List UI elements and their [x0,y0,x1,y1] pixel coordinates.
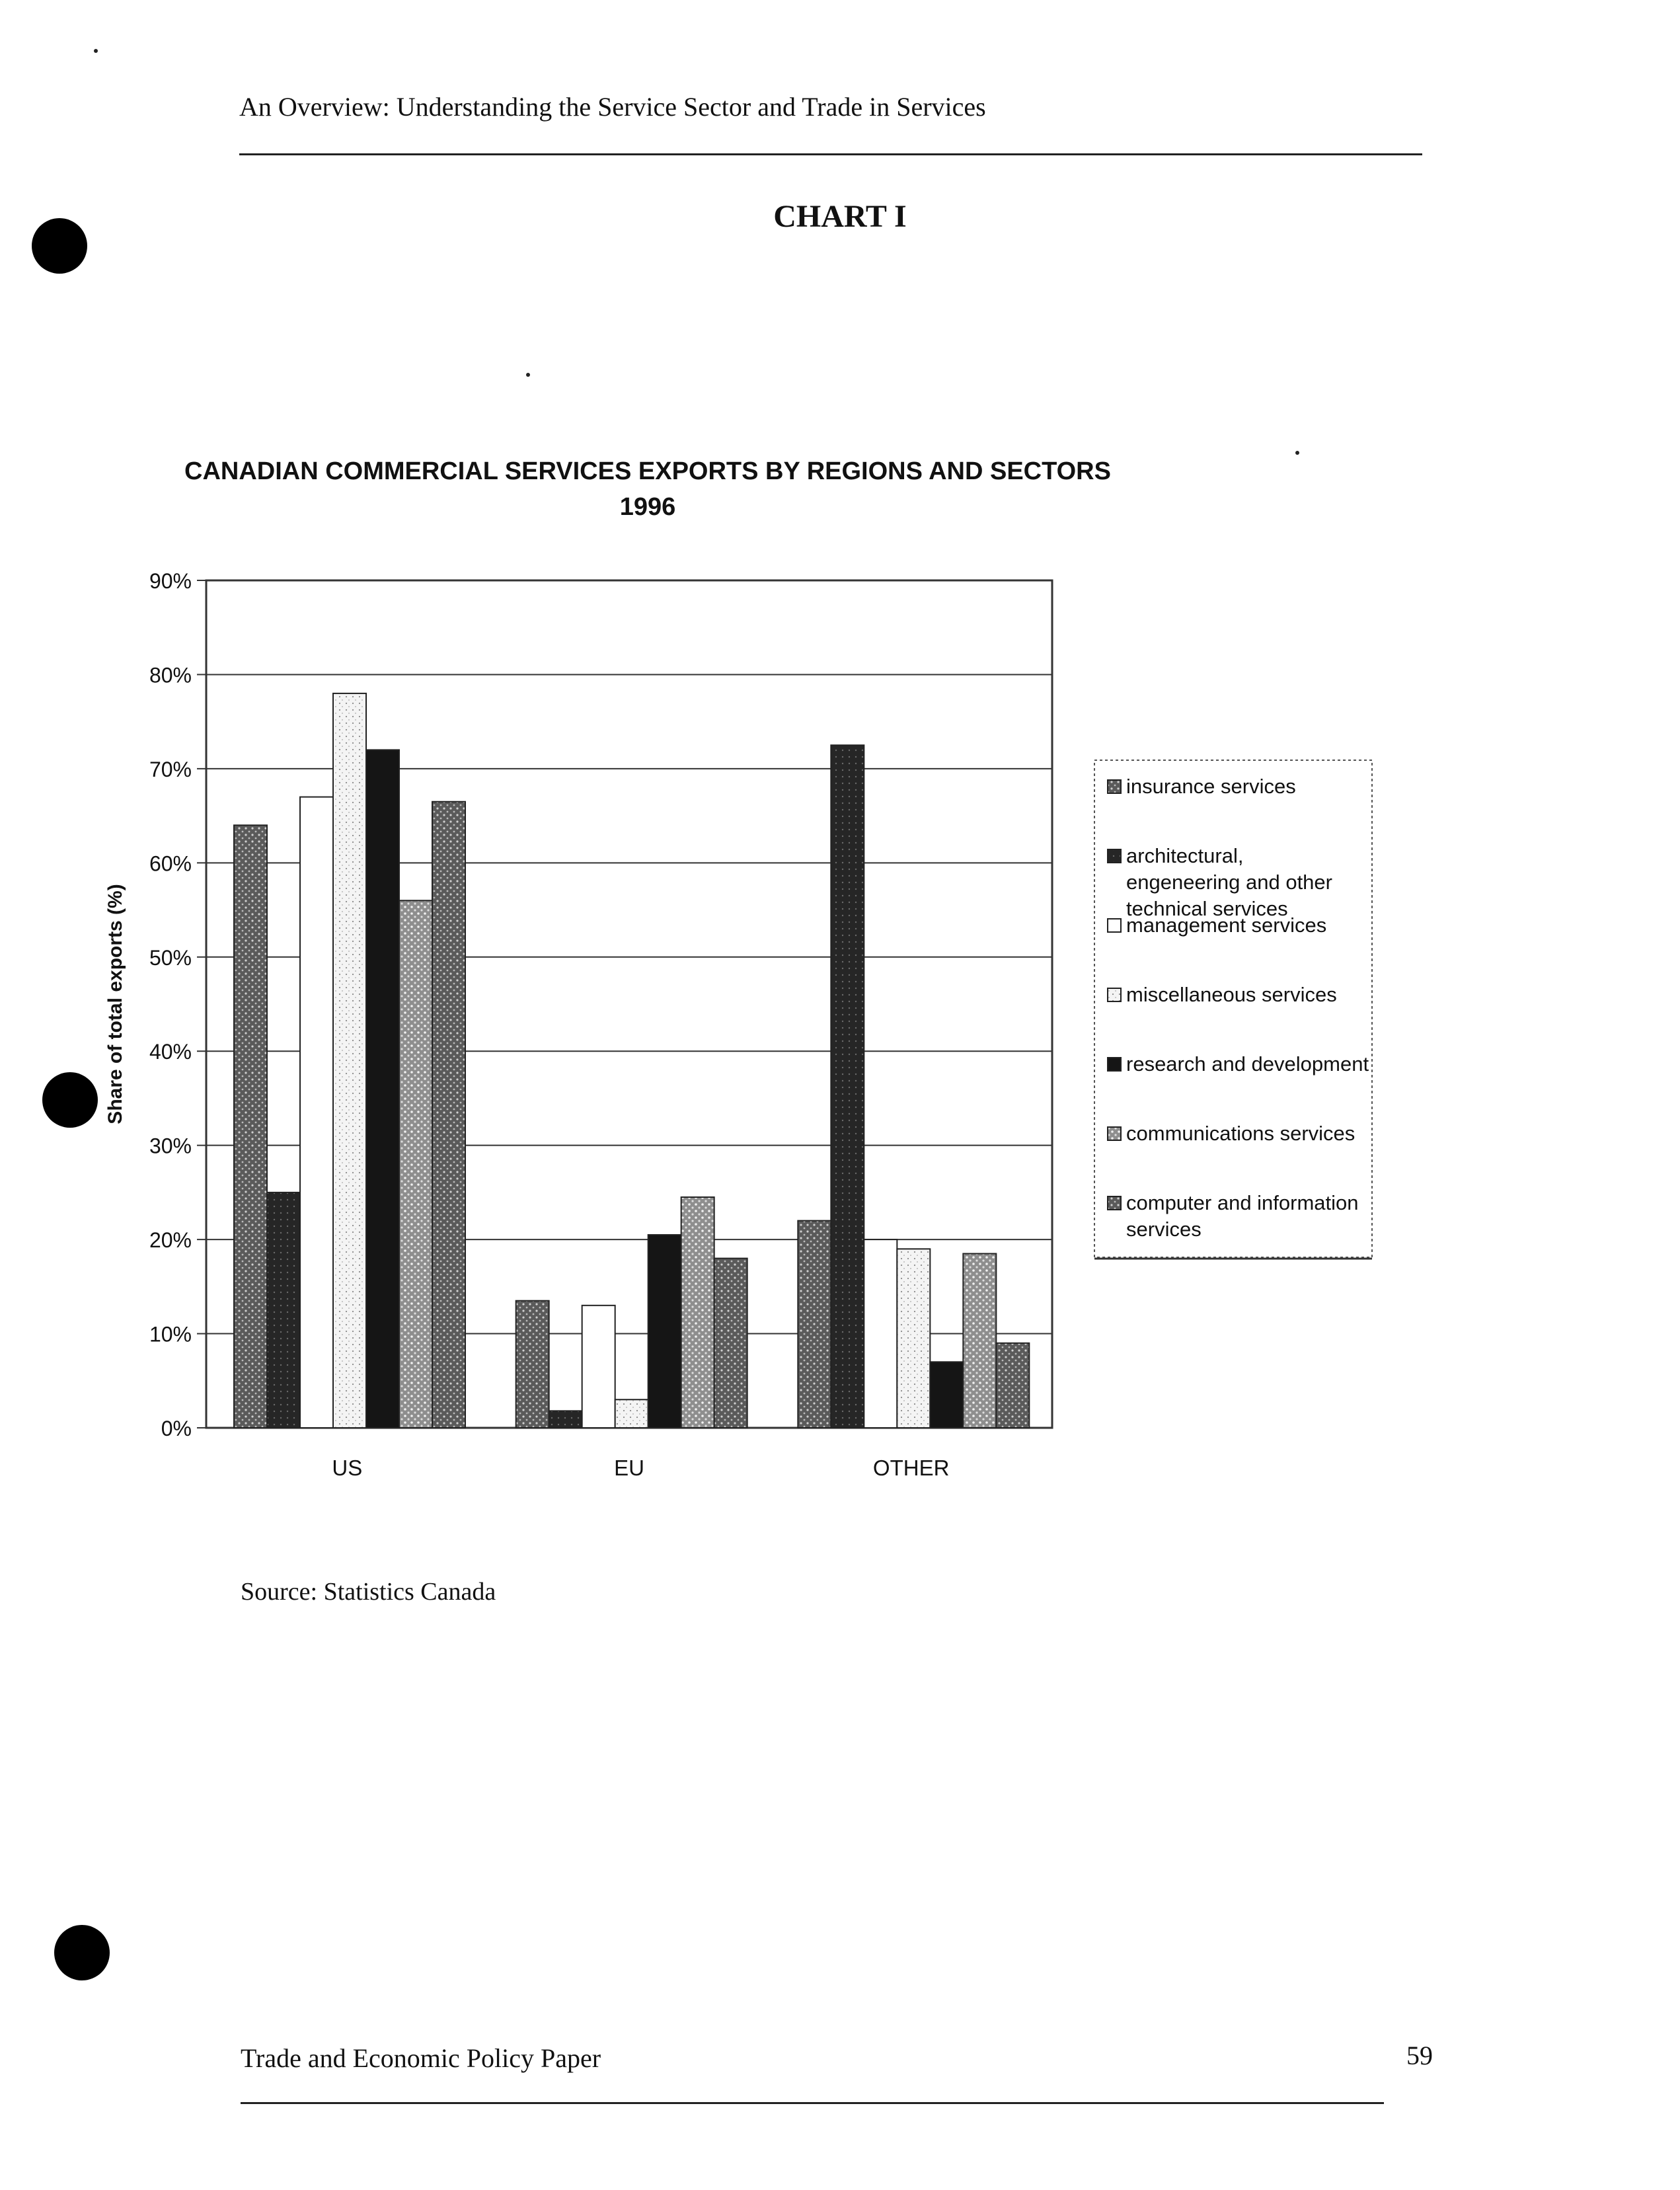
chart-subtitle: 1996 [619,493,676,521]
bar [399,900,432,1428]
x-category-label: OTHER [872,1456,950,1480]
legend-entry: architectural, engeneering and other technical services [1126,844,1332,920]
bar [930,1362,963,1428]
y-tick-label: 50% [149,945,192,970]
y-tick-label: 10% [149,1322,192,1347]
legend-swatch [1108,1058,1121,1071]
footer-rule [241,2102,1384,2104]
running-header: An Overview: Understanding the Service Sector and Trade in Services [239,92,986,122]
footer-title: Trade and Economic Policy Paper [241,2043,601,2073]
bar [366,750,399,1428]
bar [333,693,366,1428]
y-axis-label: Share of total exports (%) [104,884,126,1124]
y-tick-label: 80% [149,663,192,687]
bar [714,1259,747,1428]
bar [300,797,333,1428]
chart-title: CANADIAN COMMERCIAL SERVICES EXPORTS BY REGIONS AND SECTORS [184,457,1111,485]
legend-swatch [1108,1127,1121,1140]
legend-box [1094,760,1372,1257]
x-category-label: EU [614,1456,644,1480]
chart-heading: CHART I [773,199,907,234]
bar [648,1235,681,1428]
y-tick-label: 70% [149,757,192,781]
bar [432,802,465,1428]
y-tick-label: 0% [161,1417,192,1440]
bar [516,1301,549,1428]
bar [996,1343,1029,1428]
legend-entry: insurance services [1126,775,1296,798]
y-tick-label: 40% [149,1040,192,1064]
legend-entry: computer and information services [1126,1191,1359,1241]
y-tick-label: 60% [149,851,192,876]
bar [267,1193,300,1428]
bar [582,1306,615,1428]
y-tick-label: 20% [149,1228,192,1253]
legend-entry: management services [1126,914,1327,937]
legend-swatch [1108,1196,1121,1210]
legend-entry: research and development [1126,1052,1369,1075]
bar [234,825,267,1428]
y-tick-label: 90% [149,569,192,593]
x-category-label: US [332,1456,363,1480]
legend-swatch [1108,988,1121,1001]
bar [831,745,864,1428]
bar [615,1399,648,1428]
legend-entry: communications services [1126,1122,1355,1145]
bar [864,1239,897,1428]
source-note: Source: Statistics Canada [241,1578,496,1606]
page-number: 59 [1406,2041,1433,2070]
y-tick-label: 30% [149,1134,192,1158]
binder-hole-bottom [54,1925,110,1980]
legend-entry: miscellaneous services [1126,983,1337,1006]
legend-swatch [1108,780,1121,793]
bar [681,1197,714,1428]
legend-swatch [1108,919,1121,932]
bar [897,1249,930,1428]
bar [798,1221,831,1428]
bar [549,1411,582,1428]
bar [963,1253,996,1428]
legend-swatch [1108,849,1121,863]
